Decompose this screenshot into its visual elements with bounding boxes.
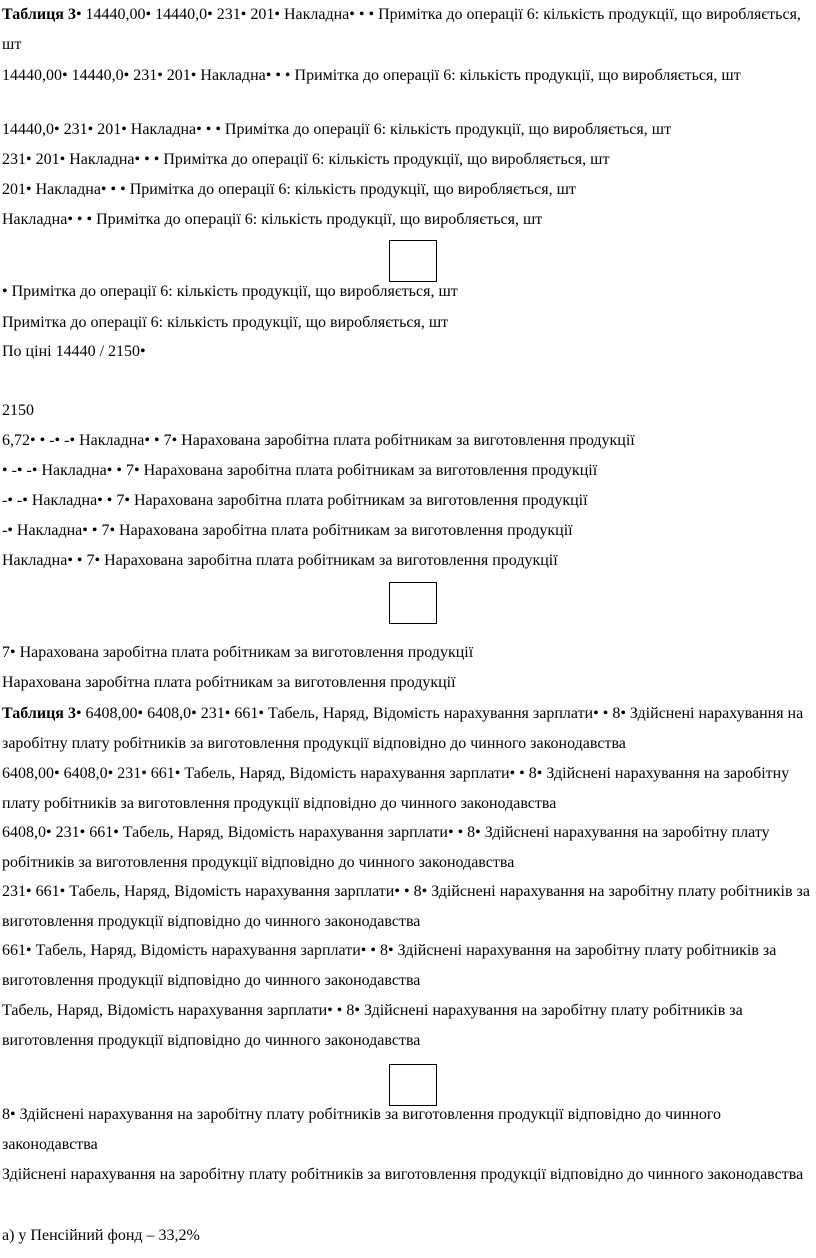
text-line-11: 6,72• • -• -• Накладна• • 7• Нарахована заробітна плата робітникам за виготовлення продукції [2,432,635,449]
text-line-24: 8• Здійснені нарахування на заробітну плату робітників за виготовлення продукції відповідно до чинного законодавства [2,1106,722,1153]
empty-box [389,582,437,624]
text-line-25: Здійснені нарахування на заробітну плату робітників за виготовлення продукції відповідно до чинного законодавства [2,1166,804,1183]
text-line-2: 14440,00• 14440,0• 231• 201• Накладна• • • Примітка до операції 6: кількість продукції, що виробляється, шт [2,67,741,84]
text-line-15: Накладна• • 7• Нарахована заробітна плата робітникам за виготовлення продукції [2,552,558,569]
text-line-10: 2150 [2,402,34,419]
text-line-5: 201• Накладна• • • Примітка до операції 6: кількість продукції, що виробляється, шт [2,181,576,198]
text-line-3: 14440,0• 231• 201• Накладна• • • Примітка до операції 6: кількість продукції, що виробляється, шт [2,121,672,138]
text-line-21: 231• 661• Табель, Наряд, Відомість нарахування зарплати• • 8• Здійснені нарахування на заробітну плату робітників за виготовлення продукції відповідно до чинного законодавства [2,883,810,930]
text-line-1 [2,0,810,60]
text-line-18: Таблиця 3• 6408,00• 6408,0• 231• 661• Табель, Наряд, Відомість нарахування зарплати• • 8• Здійснені нарахування на заробітну плату робітників за виготовлення продукції відповідно до чинного законодавства [2,705,804,752]
text-line-17: Нарахована заробітна плата робітникам за виготовлення продукції [2,674,456,691]
text-line-14: -• Накладна• • 7• Нарахована заробітна плата робітникам за виготовлення продукції [2,522,573,539]
text-line-9: По ціні 14440 / 2150• [2,343,146,360]
text-line-13: -• -• Накладна• • 7• Нарахована заробітна плата робітникам за виготовлення продукції [2,492,588,509]
line-text: • 14440,00• 14440,0• 231• 201• Накладна• • • Примітка до операції 6: кількість продукції, що виробляється, шт [2,6,801,53]
text-line-19: 6408,00• 6408,0• 231• 661• Табель, Наряд, Відомість нарахування зарплати• • 8• Здійснені нарахування на заробітну плату робітників за виготовлення продукції відповідно до чинного законодавства [2,765,790,812]
text-line-16: 7• Нарахована заробітна плата робітникам за виготовлення продукції [2,644,474,661]
text-line-20: 6408,0• 231• 661• Табель, Наряд, Відомість нарахування зарплати• • 8• Здійснені нарахування на заробітну плату робітників за виготовлення продукції відповідно до чинного законодавства [2,824,770,871]
text-line-4: 231• 201• Накладна• • • Примітка до операції 6: кількість продукції, що виробляється, шт [2,151,610,168]
text-line-26: а) у Пенсійний фонд – 33,2% [2,1227,200,1244]
text-line-7: • Примітка до операції 6: кількість продукції, що виробляється, шт [2,283,458,300]
text-line-22: 661• Табель, Наряд, Відомість нарахування зарплати• • 8• Здійснені нарахування на заробітну плату робітників за виготовлення продукції відповідно до чинного законодавства [2,942,777,989]
table-label: Таблиця 3 [2,705,76,722]
text-line-23: Табель, Наряд, Відомість нарахування зарплати• • 8• Здійснені нарахування на заробітну плату робітників за виготовлення продукції відповідно до чинного законодавства [2,1002,743,1049]
text-line-12: • -• -• Накладна• • 7• Нарахована заробітна плата робітникам за виготовлення продукції [2,462,598,479]
empty-box [389,240,437,282]
text-line-8: Примітка до операції 6: кількість продукції, що виробляється, шт [2,314,449,331]
table-label: Таблиця 3 [2,6,76,23]
text-line-6: Накладна• • • Примітка до операції 6: кількість продукції, що виробляється, шт [2,211,543,228]
